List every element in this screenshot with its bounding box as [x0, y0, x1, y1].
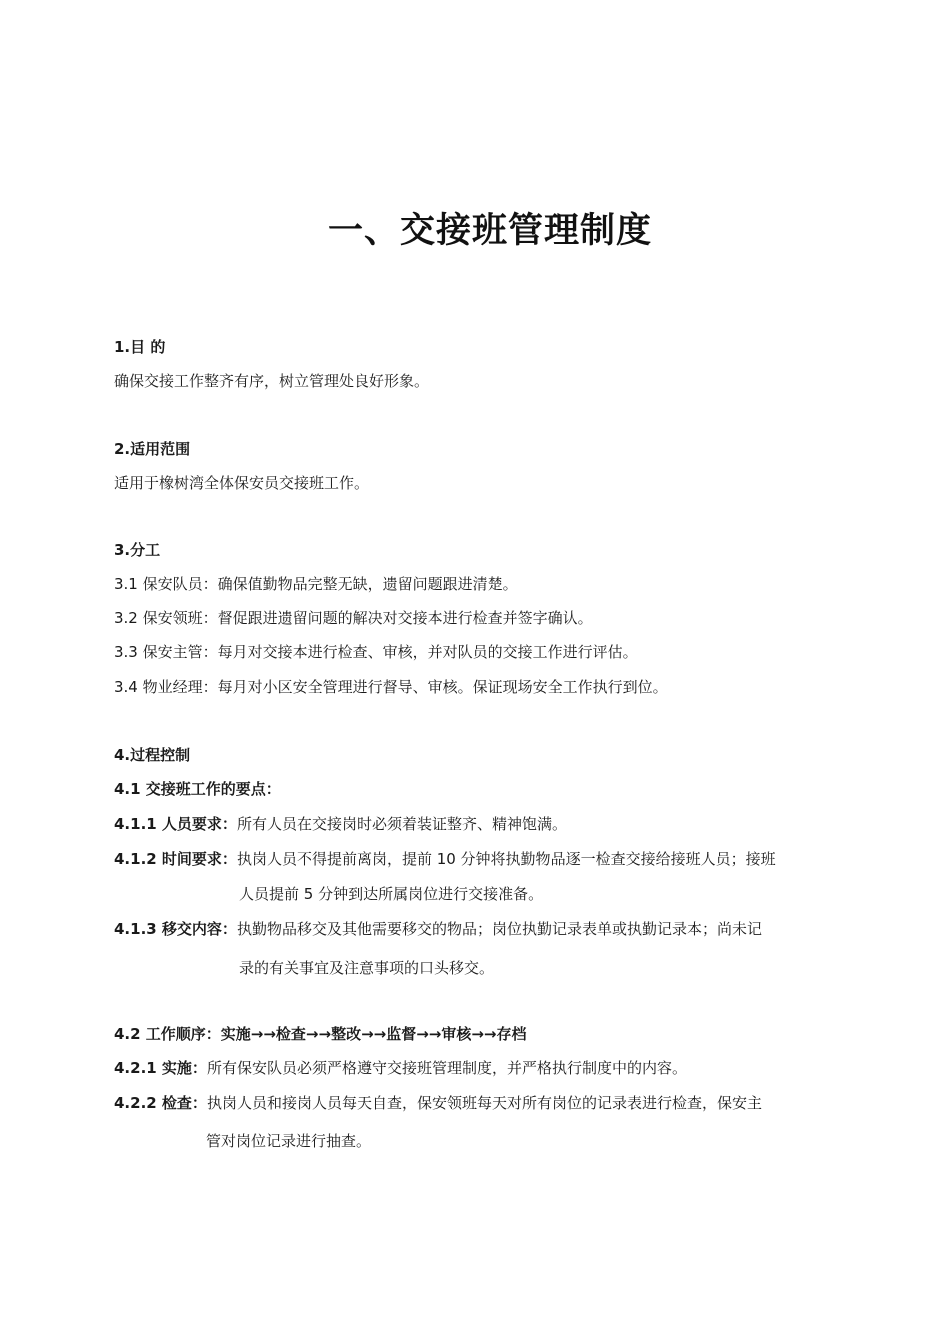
item-4-1-3 — [114, 918, 762, 940]
subsection-4-1: 4.1 交接班工作的要点： — [114, 780, 281, 798]
item-text: 所有人员在交接岗时必须着装证整齐、精神饱满。 — [236, 815, 567, 833]
division-item-text: 物业经理：每月对小区安全管理进行督导、审核。保证现场安全工作执行到位。 — [137, 678, 668, 696]
division-item — [114, 573, 518, 595]
item-4-1-1 — [114, 813, 567, 835]
scope-text: 适用于橡树湾全体保安员交接班工作。 — [114, 474, 370, 492]
item-label: 4.1.2 时间要求： — [114, 850, 237, 868]
item-text: 所有保安队员必须严格遵守交接班管理制度，并严格执行制度中的内容。 — [206, 1059, 687, 1077]
item-text: 执岗人员不得提前离岗，提前 10 分钟将执勤物品逐一检查交接给接班人员；接班 — [236, 850, 776, 868]
purpose-text: 确保交接工作整齐有序，树立管理处良好形象。 — [114, 372, 430, 390]
division-item-text: 保安领班：督促跟进遗留问题的解决对交接本进行检查并签字确认。 — [137, 609, 593, 627]
division-item-number: 3.2 — [114, 609, 138, 627]
item-4-2-2-continuation: 管对岗位记录进行抽查。 — [206, 1132, 372, 1150]
division-item-number: 3.4 — [114, 678, 138, 696]
item-4-1-3-continuation: 录的有关事宜及注意事项的口头移交。 — [239, 959, 495, 977]
item-text: 执岗人员和接岗人员每天自查，保安领班每天对所有岗位的记录表进行检查，保安主 — [206, 1094, 762, 1112]
item-label: 4.1.3 移交内容： — [114, 920, 237, 938]
item-4-2-1 — [114, 1057, 687, 1079]
division-item-number: 3.1 — [114, 575, 138, 593]
division-item-text: 保安主管：每月对交接本进行检查、审核，并对队员的交接工作进行评估。 — [137, 643, 638, 661]
section-heading-scope: 2.适用范围 — [114, 440, 191, 458]
division-item — [114, 676, 668, 698]
section-heading-process: 4.过程控制 — [114, 746, 191, 764]
item-label: 4.1.1 人员要求： — [114, 815, 237, 833]
item-4-1-2-continuation: 人员提前 5 分钟到达所属岗位进行交接准备。 — [239, 885, 544, 903]
section-heading-purpose: 1.目 的 — [114, 338, 166, 356]
division-item — [114, 641, 638, 663]
document-title: 一、交接班管理制度 — [327, 210, 652, 251]
item-text: 执勤物品移交及其他需要移交的物品；岗位执勤记录表单或执勤记录本；尚未记 — [236, 920, 762, 938]
division-item-number: 3.3 — [114, 643, 138, 661]
division-item-text: 保安队员：确保值勤物品完整无缺，遗留问题跟进清楚。 — [137, 575, 518, 593]
item-label: 4.2.1 实施： — [114, 1059, 207, 1077]
item-4-1-2 — [114, 848, 776, 870]
subsection-4-2: 4.2 工作顺序：实施→→检查→→整改→→监督→→审核→→存档 — [114, 1025, 527, 1043]
item-label: 4.2.2 检查： — [114, 1094, 207, 1112]
division-item — [114, 607, 593, 629]
section-heading-division: 3.分工 — [114, 541, 161, 559]
item-4-2-2 — [114, 1092, 762, 1114]
